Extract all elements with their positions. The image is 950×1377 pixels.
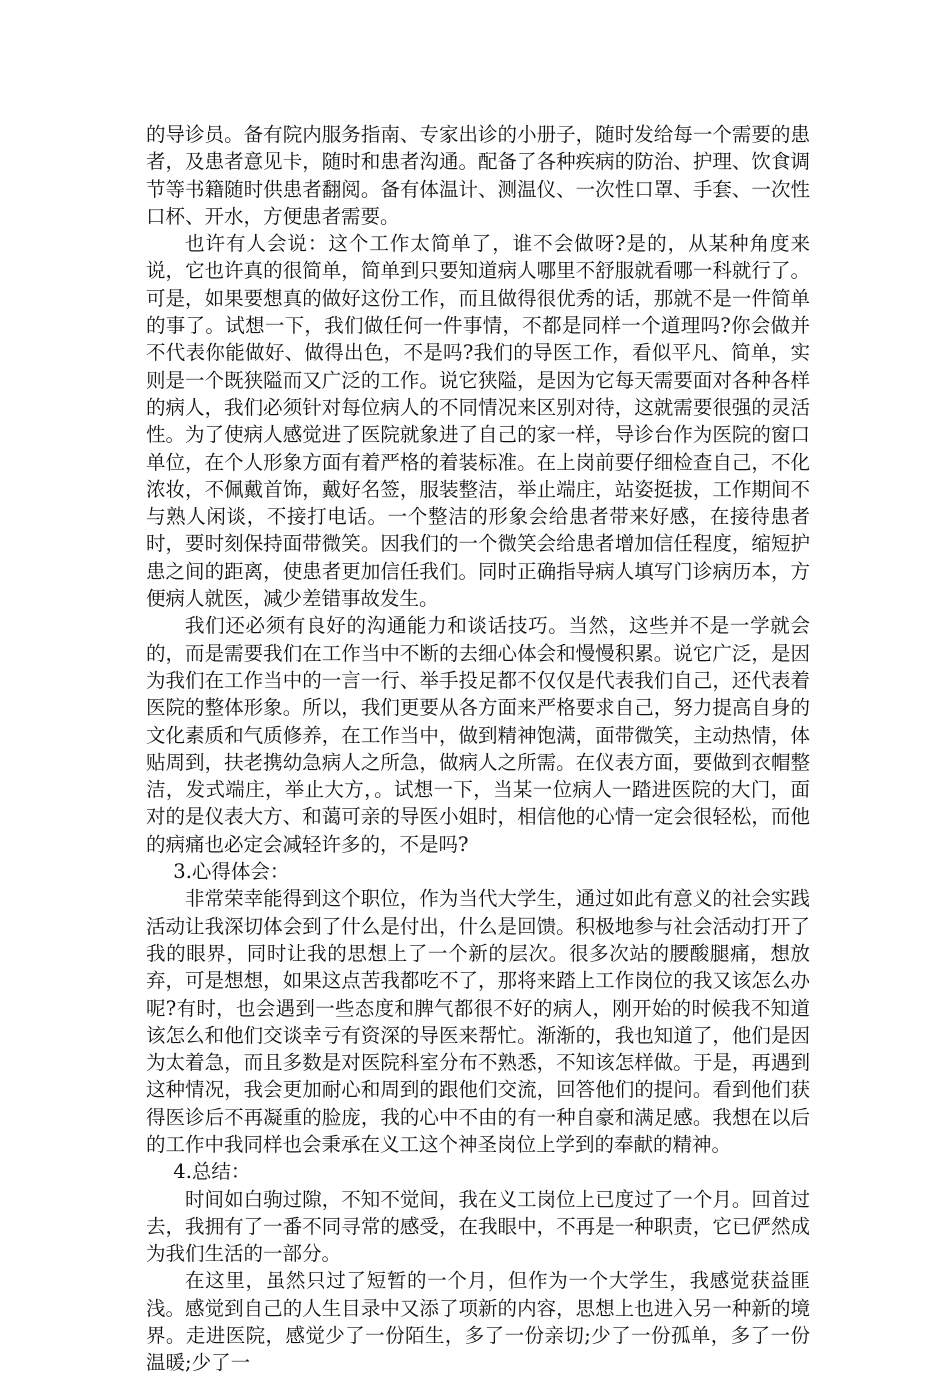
- paragraph: 也许有人会说：这个工作太简单了，谁不会做呀?是的，从某种角度来说，它也许真的很简单，简单到只要知道病人哪里不舒服就看哪一科就行了。可是，如果要想真的做好这份工作，而且做得很优秀的话，那就不是一件简单的事了。试想一下，我们做任何一件事情，不都是同样一个道理吗?你会做并不代表你能做好、做得出色，不是吗?我们的导医工作，看似平凡、简单，实则是一个既狭隘而又广泛的工作。说它狭隘，是因为它每天需要面对各种各样的病人，我们必须针对每位病人的不同情况来区别对待，这就需要很强的灵活性。为了使病人感觉进了医院就象进了自己的家一样，导诊台作为医院的窗口单位，在个人形象方面有着严格的着装标准。在上岗前要仔细检查自己，不化浓妆，不佩戴首饰，戴好名签，服装整洁，举止端庄，站姿挺拔，工作期间不与熟人闲谈，不接打电话。一个整洁的形象会给患者带来好感，在接待患者时，要时刻保持面带微笑。因我们的一个微笑会给患者增加信任程度，缩短护患之间的距离，使患者更加信任我们。同时正确指导病人填写门诊病历本，方便病人就医，减少差错事故发生。: [146, 232, 810, 611]
- document-body: [146, 121, 810, 1377]
- paragraph: 在这里，虽然只过了短暂的一个月，但作为一个大学生，我感觉获益匪浅。感觉到自己的人生目录中又添了项新的内容，思想上也进入另一种新的境界。走进医院，感觉少了一份陌生，多了一份亲切;少了一份孤单，多了一份温暖;少了一: [146, 1269, 810, 1375]
- section-heading: 4.总结：: [173, 1160, 251, 1184]
- paragraph: 非常荣幸能得到这个职位，作为当代大学生，通过如此有意义的社会实践活动让我深切体会到了什么是付出，什么是回馈。积极地参与社会活动打开了我的眼界，同时让我的思想上了一个新的层次。很多次站的腰酸腿痛，想放弃，可是想想，如果这点苦我都吃不了，那将来踏上工作岗位的我又该怎么办呢?有时，也会遇到一些态度和脾气都很不好的病人，刚开始的时候我不知道该怎么和他们交谈幸亏有资深的导医来帮忙。渐渐的，我也知道了，他们是因为太着急，而且多数是对医院科室分布不熟悉，不知该怎样做。于是，再遇到这种情况，我会更加耐心和周到的跟他们交流，回答他们的提问。看到他们获得医诊后不再凝重的脸庞，我的心中不由的有一种自豪和满足感。我想在以后的工作中我同样也会秉承在义工这个神圣岗位上学到的奉献的精神。: [146, 887, 810, 1156]
- paragraph: 时间如白驹过隙，不知不觉间，我在义工岗位上已度过了一个月。回首过去，我拥有了一番不同寻常的感受，在我眼中，不再是一种职责，它已俨然成为我们生活的一部分。: [146, 1187, 810, 1266]
- paragraph-continued: 的导诊员。备有院内服务指南、专家出诊的小册子，随时发给每一个需要的患者，及患者意见卡，随时和患者沟通。配备了各种疾病的防治、护理、饮食调节等书籍随时供患者翻阅。备有体温计、测温仪、一次性口罩、手套、一次性口杯、开水，方便患者需要。: [146, 123, 810, 228]
- section-heading: 3.心得体会：: [173, 860, 290, 884]
- paragraph: 我们还必须有良好的沟通能力和谈话技巧。当然，这些并不是一学就会的，而是需要我们在工作当中不断的去细心体会和慢慢积累。说它广泛，是因为我们在工作当中的一言一行、举手投足都不仅仅是代表我们自己，还代表着医院的整体形象。所以，我们更要从各方面来严格要求自己，努力提高自身的文化素质和气质修养，在工作当中，做到精神饱满，面带微笑，主动热情，体贴周到，扶老携幼急病人之所急，做病人之所需。在仪表方面，要做到衣帽整洁，发式端庄，举止大方，。试想一下，当某一位病人一踏进医院的大门，面对的是仪表大方、和蔼可亲的导医小姐时，相信他的心情一定会很轻松，而他的病痛也必定会减轻许多的，不是吗?: [146, 614, 810, 856]
